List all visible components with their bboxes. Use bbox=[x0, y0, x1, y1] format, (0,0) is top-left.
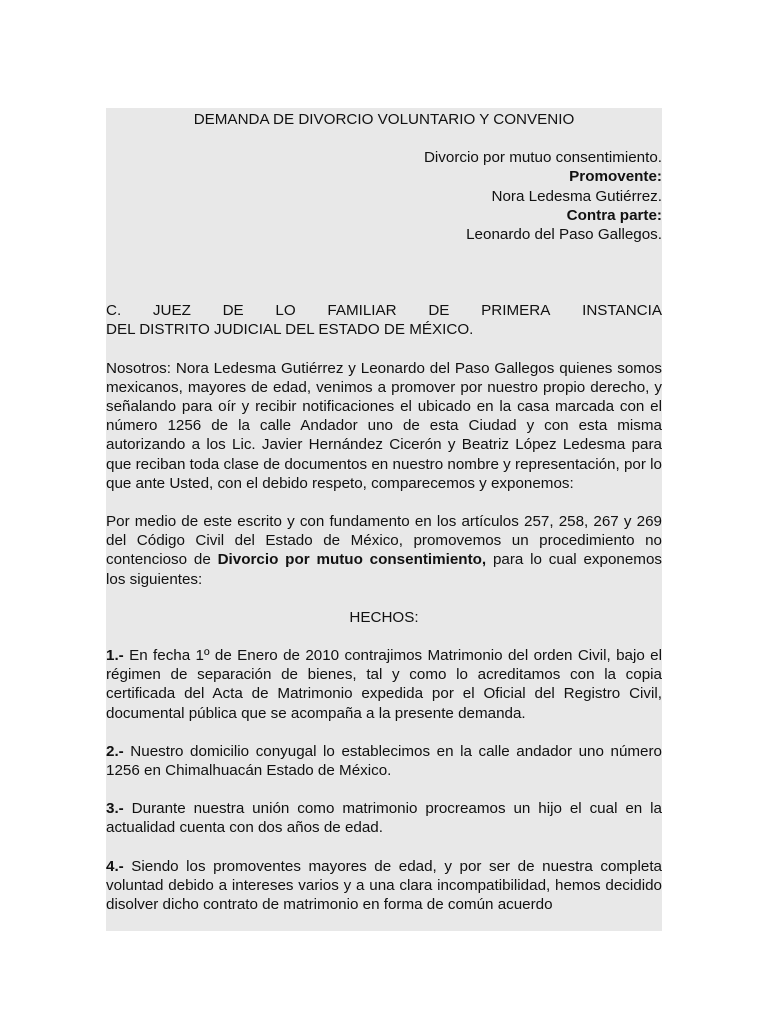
case-header bbox=[106, 148, 662, 244]
addressee-word: DE bbox=[428, 302, 450, 320]
promovente-label: Promovente: bbox=[569, 168, 662, 186]
addressee-word: JUEZ bbox=[152, 302, 191, 320]
foundation-text-before: Por medio de este escrito y con fundamento en los artículos 257, 258, 267 y 269 del Código Civil del Estado de México, promovemos un procedimiento no contencioso de bbox=[106, 513, 662, 569]
hecho-1 bbox=[106, 646, 662, 723]
addressee bbox=[106, 301, 662, 339]
case-subject: Divorcio por mutuo consentimiento. bbox=[423, 149, 662, 167]
intro-paragraph: Nosotros: Nora Ledesma Gutiérrez y Leonardo del Paso Gallegos quienes somos mexicanos, mayores de edad, venimos a promover por nuestro propio derecho, y señalando para oír y recibir notificaciones el ubicado en la casa marcada con el número 1256 de la calle Andador uno de esta Ciudad y con esta misma autorizando a los Lic. Javier Hernández Cicerón y Beatriz López Ledesma para que reciban toda clase de documentos en nuestro nombre y representación, por lo que ante Usted, con el debido respeto, comparecemos y exponemos: bbox=[106, 359, 662, 492]
addressee-word: C. bbox=[106, 302, 122, 320]
addressee-word: DE bbox=[222, 302, 244, 320]
hecho-number: 4.- bbox=[106, 857, 124, 875]
addressee-word: PRIMERA bbox=[481, 302, 551, 320]
contraparte-name: Leonardo del Paso Gallegos. bbox=[466, 226, 662, 244]
foundation-bold-text: Divorcio por mutuo consentimiento, bbox=[217, 551, 487, 569]
hecho-number: 3.- bbox=[106, 800, 124, 818]
contraparte-label: Contra parte: bbox=[566, 206, 662, 224]
hecho-number: 2.- bbox=[106, 742, 124, 760]
hecho-text: Siendo los promoventes mayores de edad, y por ser de nuestra completa voluntad debido a intereses varios y a una clara incompatibilidad, hemos decidido disolver dicho contrato de matrimonio en forma de común acuerdo bbox=[106, 857, 662, 914]
foundation-text-after: para lo cual exponemos los siguientes: bbox=[106, 551, 662, 588]
foundation-paragraph bbox=[106, 512, 662, 589]
addressee-word: LO bbox=[275, 302, 296, 320]
document-page bbox=[106, 108, 662, 931]
addressee-line-1 bbox=[106, 301, 662, 320]
hecho-4 bbox=[106, 857, 662, 915]
addressee-word: INSTANCIA bbox=[582, 302, 662, 320]
hechos-heading: HECHOS: bbox=[349, 608, 419, 626]
hecho-text: Nuestro domicilio conyugal lo establecimos en la calle andador uno número 1256 en Chimalhuacán Estado de México. bbox=[106, 742, 662, 780]
hecho-text: Durante nuestra unión como matrimonio procreamos un hijo el cual en la actualidad cuenta con dos años de edad. bbox=[106, 800, 662, 837]
document-title: DEMANDA DE DIVORCIO VOLUNTARIO Y CONVENIO bbox=[193, 111, 575, 128]
promovente-name: Nora Ledesma Gutiérrez. bbox=[491, 187, 662, 205]
addressee-line-2: DEL DISTRITO JUDICIAL DEL ESTADO DE MÉXICO. bbox=[106, 321, 474, 339]
hecho-number: 1.- bbox=[106, 647, 124, 665]
hecho-2 bbox=[106, 742, 662, 780]
addressee-word: FAMILIAR bbox=[327, 302, 397, 320]
hecho-3 bbox=[106, 799, 662, 837]
hecho-text: En fecha 1º de Enero de 2010 contrajimos Matrimonio del orden Civil, bajo el régimen de separación de bienes, tal y como lo acreditamos con la copia certificada del Acta de Matrimonio expedida por el Oficial del Registro Civil, documental pública que se acompaña a la presente demanda. bbox=[106, 647, 662, 722]
